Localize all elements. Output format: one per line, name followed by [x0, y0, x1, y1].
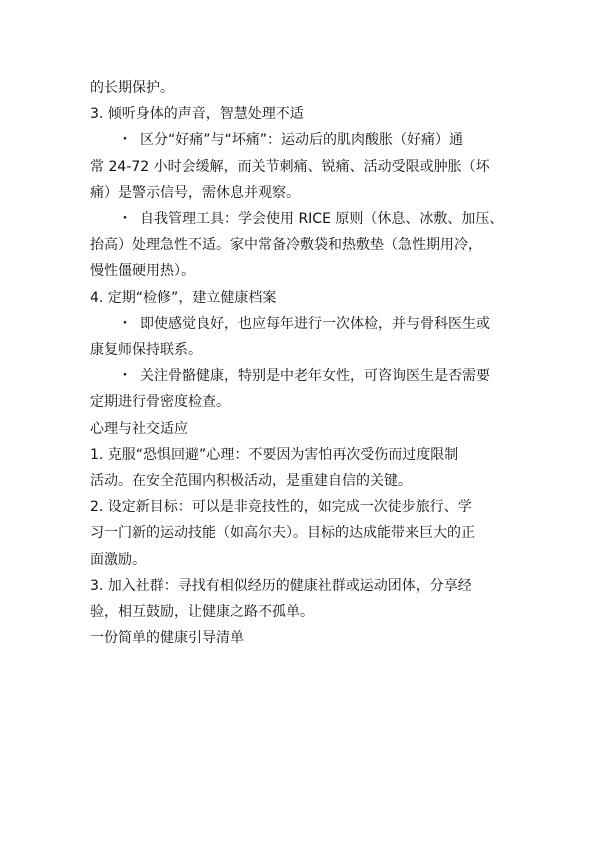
text-line — [90, 625, 510, 651]
line-text: 的长期保护。 — [90, 80, 174, 96]
line-text: 关注骨骼健康，特别是中老年女性，可咨询医生是否需要 — [140, 368, 490, 385]
text-line — [90, 232, 510, 258]
text-line — [90, 180, 510, 206]
line-text: 常 24-72 小时会缓解，而关节刺痛、锐痛、活动受限或肿胀（坏 — [90, 158, 490, 175]
text-line — [90, 547, 510, 573]
text-line — [90, 75, 510, 101]
line-text: 即使感觉良好，也应每年进行一次体检，并与骨科医生或 — [140, 315, 490, 332]
line-text: 2. 设定新目标：可以是非竞技性的，如完成一次徒步旅行、学 — [90, 499, 472, 516]
text-line — [90, 599, 510, 625]
line-text: 4. 定期“检修”，建立健康档案 — [90, 289, 277, 306]
line-text: 心理与社交适应 — [90, 420, 188, 437]
line-text: 区分“好痛”与“坏痛”：运动后的肌肉酸胀（好痛）通 — [140, 132, 464, 149]
line-text: 康复师保持联系。 — [90, 342, 202, 359]
bullet-line — [90, 206, 510, 232]
text-line — [90, 337, 510, 363]
line-text: 一份简单的健康引导清单 — [90, 630, 244, 647]
bullet-marker: ・ — [118, 211, 132, 228]
bullet-line — [90, 363, 510, 389]
line-text: 3. 加入社群：寻找有相似经历的健康社群或运动团体，分享经 — [90, 577, 472, 594]
text-line — [90, 285, 510, 311]
line-text: 1. 克服“恐惧回避”心理：不要因为害怕再次受伤而过度限制 — [90, 446, 459, 463]
bullet-marker: ・ — [118, 132, 132, 149]
text-line — [90, 389, 510, 415]
text-line — [90, 442, 510, 468]
line-text: 活动。在安全范围内积极活动，是重建自信的关键。 — [90, 473, 412, 490]
line-text: 3. 倾听身体的声音，智慧处理不适 — [90, 106, 304, 123]
line-text: 抬高）处理急性不适。家中常备冷敷袋和热敷垫（急性期用冷， — [90, 237, 482, 254]
document-body — [90, 75, 510, 651]
bullet-marker: ・ — [118, 315, 132, 332]
line-text: 慢性僵硬用热）。 — [90, 263, 195, 280]
text-line — [90, 494, 510, 520]
text-line — [90, 573, 510, 599]
line-text: 痛）是警示信号，需休息并观察。 — [90, 184, 300, 201]
bullet-marker: ・ — [118, 368, 132, 385]
text-line — [90, 520, 510, 546]
bullet-line — [90, 311, 510, 337]
line-text: 定期进行骨密度检查。 — [90, 394, 230, 411]
text-line — [90, 101, 510, 127]
line-text: 习一门新的运动技能（如高尔夫）。目标的达成能带来巨大的正 — [90, 525, 475, 542]
bullet-line — [90, 127, 510, 153]
text-line — [90, 258, 510, 284]
line-text: 自我管理工具：学会使用 RICE 原则（休息、冰敷、加压、 — [140, 211, 504, 228]
line-text: 验，相互鼓励，让健康之路不孤单。 — [90, 604, 314, 621]
text-line — [90, 468, 510, 494]
text-line — [90, 416, 510, 442]
text-line — [90, 154, 510, 180]
line-text: 面激励。 — [90, 551, 146, 568]
